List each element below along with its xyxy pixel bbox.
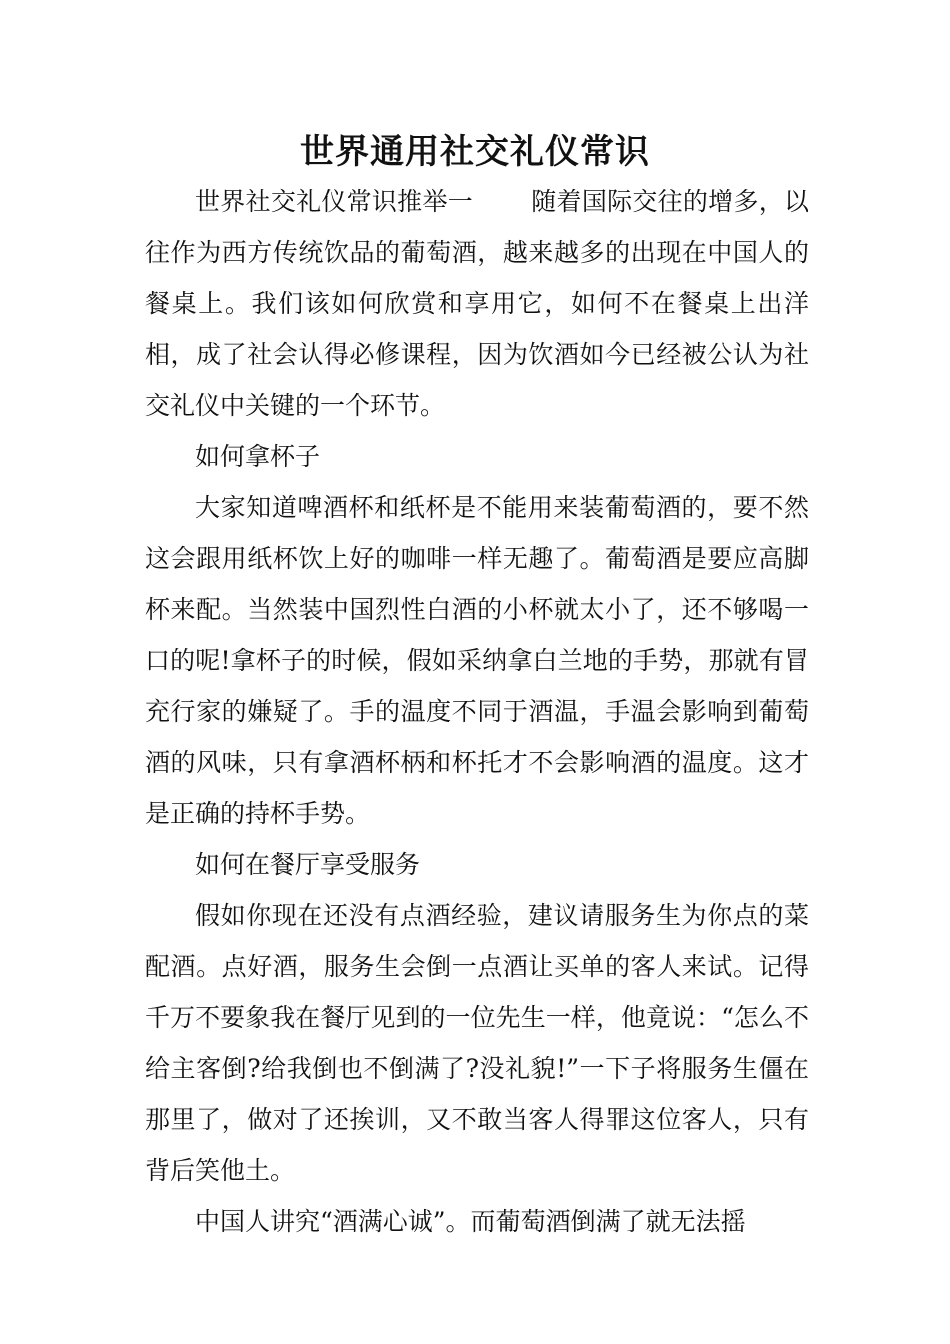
section-heading-hold-glass: 如何拿杯子 bbox=[195, 442, 321, 471]
intro-paragraph bbox=[145, 176, 809, 431]
paragraph-restaurant-service: 假如你现在还没有点酒经验，建议请服务生为你点的菜配酒。点好酒，服务生会倒一点酒让买单的客人来试。记得千万不要象我在餐厅见到的一位先生一样，他竟说：“怎么不给主客倒?给我倒也不倒满了?没礼貌!”一下子将服务生僵在那里了，做对了还挨训，又不敢当客人得罪这位客人，只有背后笑他土。 bbox=[145, 901, 809, 1185]
paragraph-hold-glass: 大家知道啤酒杯和纸杯是不能用来装葡萄酒的，要不然这会跟用纸杯饮上好的咖啡一样无趣了。葡萄酒是要应高脚杯来配。当然装中国烈性白酒的小杯就太小了，还不够喝一口的呢!拿杯子的时候，假如采纳拿白兰地的手势，那就有冒充行家的嫌疑了。手的温度不同于酒温，手温会影响到葡萄酒的风味，只有拿酒杯柄和杯托才不会影响酒的温度。这才是正确的持杯手势。 bbox=[145, 493, 809, 828]
paragraph-full-glass: 中国人讲究“酒满心诚”。而葡萄酒倒满了就无法摇 bbox=[195, 1207, 746, 1236]
document-title: 世界通用社交礼仪常识 bbox=[300, 132, 650, 172]
intro-text: 随着国际交往的增多，以往作为西方传统饮品的葡萄酒，越来越多的出现在中国人的餐桌上。我们该如何欣赏和享用它，如何不在餐桌上出洋相，成了社会认得必修课程，因为饮酒如今已经被公认为社交礼仪中关键的一个环节。 bbox=[145, 187, 809, 420]
intro-lead: 世界社交礼仪常识推举一 bbox=[195, 187, 473, 216]
section-heading-restaurant-service: 如何在餐厅享受服务 bbox=[195, 850, 421, 879]
document-body bbox=[145, 176, 809, 1247]
